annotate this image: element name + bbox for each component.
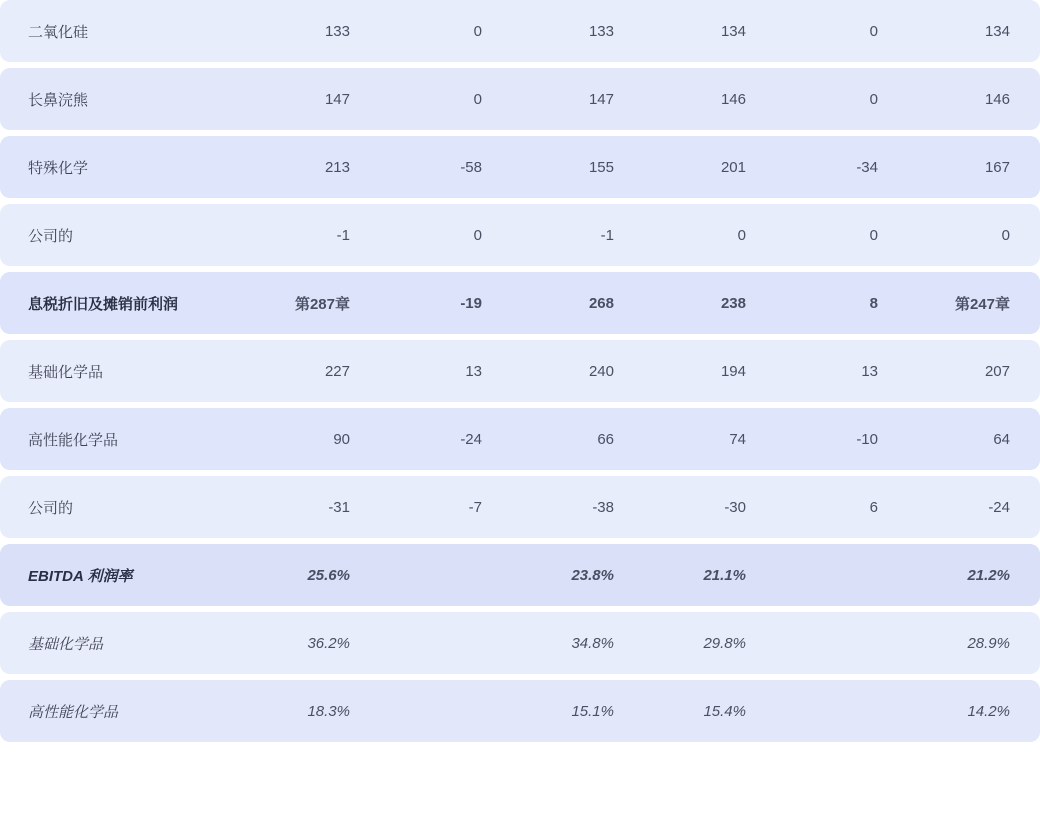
cell-value: 201 [628, 136, 760, 198]
cell-value [760, 544, 892, 606]
cell-value: 133 [232, 0, 364, 62]
cell-value [760, 680, 892, 742]
cell-value: 23.8% [496, 544, 628, 606]
cell-value: 29.8% [628, 612, 760, 674]
table-row [0, 0, 1040, 62]
row-label: 息税折旧及摊销前利润 [0, 272, 232, 334]
cell-value: 134 [892, 0, 1040, 62]
cell-value: 194 [628, 340, 760, 402]
cell-value: -34 [760, 136, 892, 198]
row-label: 高性能化学品 [0, 408, 232, 470]
cell-value: 213 [232, 136, 364, 198]
cell-value: 66 [496, 408, 628, 470]
row-label: 基础化学品 [0, 340, 232, 402]
cell-value: 21.2% [892, 544, 1040, 606]
cell-value: 0 [628, 204, 760, 266]
cell-value: 134 [628, 0, 760, 62]
table-row [0, 340, 1040, 402]
cell-value: 15.1% [496, 680, 628, 742]
row-label: 高性能化学品 [0, 680, 232, 742]
cell-value: -19 [364, 272, 496, 334]
cell-value: 146 [628, 68, 760, 130]
cell-value: 64 [892, 408, 1040, 470]
cell-value: 18.3% [232, 680, 364, 742]
row-label: 公司的 [0, 476, 232, 538]
cell-value: 0 [364, 204, 496, 266]
cell-value: 第247章 [892, 272, 1040, 334]
cell-value: 167 [892, 136, 1040, 198]
cell-value: 0 [892, 204, 1040, 266]
cell-value: 268 [496, 272, 628, 334]
row-label: 二氧化硅 [0, 0, 232, 62]
cell-value: 207 [892, 340, 1040, 402]
cell-value: 227 [232, 340, 364, 402]
cell-value: 238 [628, 272, 760, 334]
cell-value: 36.2% [232, 612, 364, 674]
cell-value: 240 [496, 340, 628, 402]
cell-value: 14.2% [892, 680, 1040, 742]
cell-value: -38 [496, 476, 628, 538]
table-row [0, 680, 1040, 742]
cell-value [364, 680, 496, 742]
cell-value: 21.1% [628, 544, 760, 606]
cell-value: 74 [628, 408, 760, 470]
table-row [0, 408, 1040, 470]
cell-value: -24 [892, 476, 1040, 538]
cell-value: 6 [760, 476, 892, 538]
table-row [0, 68, 1040, 130]
cell-value: 13 [364, 340, 496, 402]
cell-value: 90 [232, 408, 364, 470]
table-row [0, 136, 1040, 198]
cell-value [364, 544, 496, 606]
cell-value: 15.4% [628, 680, 760, 742]
cell-value: -7 [364, 476, 496, 538]
table-row [0, 612, 1040, 674]
cell-value: 8 [760, 272, 892, 334]
table-row [0, 544, 1040, 606]
row-label: 特殊化学 [0, 136, 232, 198]
cell-value: -31 [232, 476, 364, 538]
cell-value: 0 [760, 68, 892, 130]
row-label: 长鼻浣熊 [0, 68, 232, 130]
cell-value: -1 [232, 204, 364, 266]
cell-value: -1 [496, 204, 628, 266]
cell-value: 147 [496, 68, 628, 130]
cell-value [760, 612, 892, 674]
row-label: 公司的 [0, 204, 232, 266]
cell-value: 34.8% [496, 612, 628, 674]
cell-value: 0 [364, 68, 496, 130]
table-row [0, 272, 1040, 334]
row-label: EBITDA 利润率 [0, 544, 232, 606]
cell-value: -58 [364, 136, 496, 198]
cell-value: 28.9% [892, 612, 1040, 674]
cell-value [364, 612, 496, 674]
cell-value: 13 [760, 340, 892, 402]
cell-value: 146 [892, 68, 1040, 130]
cell-value: 25.6% [232, 544, 364, 606]
cell-value: 0 [364, 0, 496, 62]
row-label: 基础化学品 [0, 612, 232, 674]
cell-value: -30 [628, 476, 760, 538]
cell-value: 第287章 [232, 272, 364, 334]
cell-value: 0 [760, 0, 892, 62]
cell-value: 0 [760, 204, 892, 266]
cell-value: 133 [496, 0, 628, 62]
cell-value: 155 [496, 136, 628, 198]
table-row [0, 476, 1040, 538]
cell-value: -10 [760, 408, 892, 470]
cell-value: 147 [232, 68, 364, 130]
table-row [0, 204, 1040, 266]
cell-value: -24 [364, 408, 496, 470]
